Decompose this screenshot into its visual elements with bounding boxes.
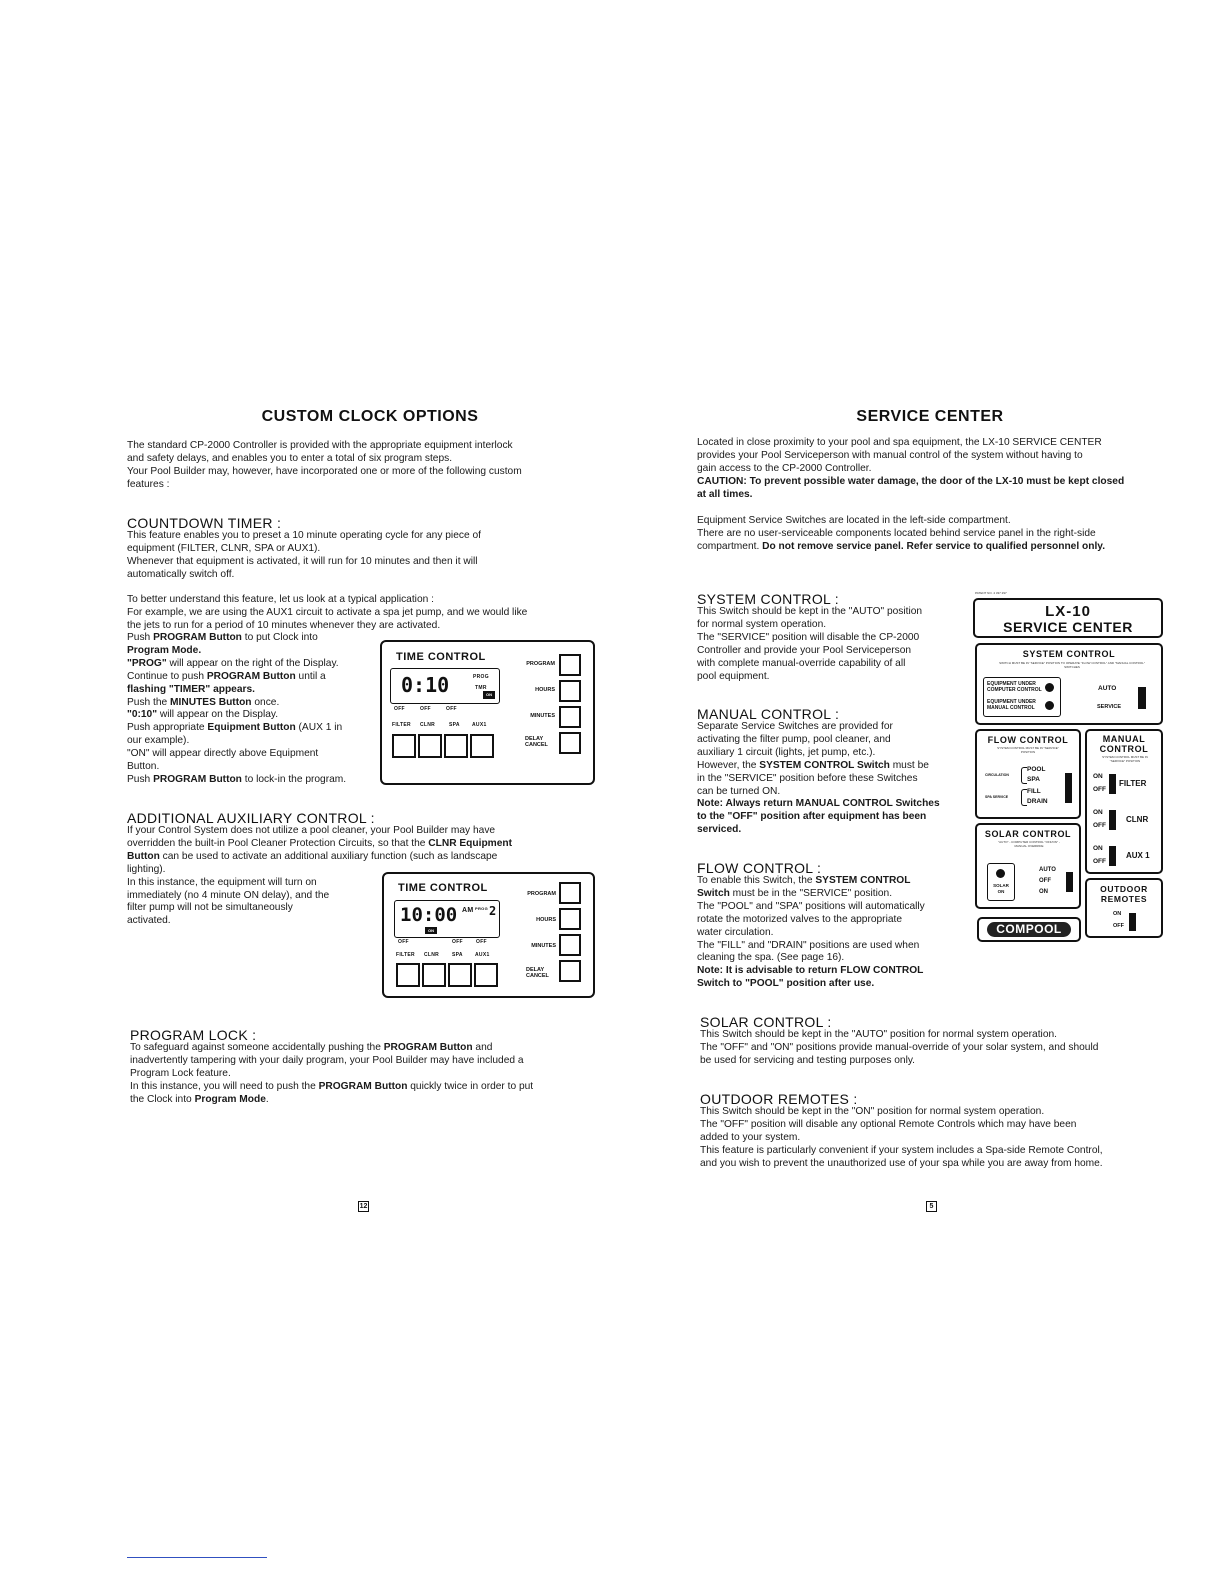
circulation-label: CIRCULATION xyxy=(985,773,1009,777)
spa-label: SPA xyxy=(1027,776,1040,783)
right-intro-2: Equipment Service Switches are located in the left-side compartment. There are no user-serviceable components located behind service panel in the right-side compartment. Do not remove service panel. Refer service to qualified personnel only. xyxy=(697,515,1106,552)
left-page-number: 12 xyxy=(359,1203,368,1210)
on-indicator: ON xyxy=(425,927,437,934)
hours-label: HOURS xyxy=(536,917,556,923)
step-number: 2 xyxy=(489,904,497,918)
program-button[interactable] xyxy=(559,654,581,676)
countdown-para2 xyxy=(127,594,597,633)
flow-control-title: FLOW CONTROL xyxy=(987,735,1069,745)
compool-logo: COMPOOL xyxy=(987,922,1071,937)
auxiliary-heading: ADDITIONAL AUXILIARY CONTROL : xyxy=(127,810,375,826)
clnr-on-label: ON xyxy=(1093,809,1103,816)
off-label: OFF xyxy=(398,939,409,945)
am-indicator: AM xyxy=(462,907,474,914)
intro-line: and safety delays, and enables you to enter a total of six program steps. xyxy=(127,452,453,464)
text-line: automatically switch off. xyxy=(127,568,235,580)
equip-label-spa: SPA xyxy=(452,952,463,958)
filter-switch[interactable] xyxy=(1109,774,1116,794)
solar-on-label-2: ON xyxy=(997,889,1005,894)
equip-label-clnr: CLNR xyxy=(420,722,436,728)
pool-label: POOL xyxy=(1027,766,1046,773)
system-control-title: SYSTEM CONTROL xyxy=(1022,649,1116,659)
flow-control-text: To enable this Switch, the SYSTEM CONTROL Switch must be in the "SERVICE" position. The "POOL" and "SPA" positions will automatically rotate the motorized valves to the appropriate water circulation. The "FILL" and "DRAIN" positions are used when cleaning the spa. (See page 16). Note: It is advisable to return FLOW CONTROL Switch to "POOL" position after use. xyxy=(697,875,925,990)
manual-control-text: Separate Service Switches are provided for activating the filter pump, pool cleaner, and auxiliary 1 circuit (lights, jet pump, etc.). However, the SYSTEM CONTROL Switch must be in the "SERVICE" position before these Switches can be turned ON. Note: Always return MANUAL CONTROL Switches to the "OFF" position after equipment has been serviced. xyxy=(697,721,940,836)
manual-control-title-2: CONTROL xyxy=(1099,744,1149,754)
display-digits: 0:10 xyxy=(401,673,450,697)
panel-title: TIME CONTROL xyxy=(396,651,486,663)
off-label: OFF xyxy=(476,939,487,945)
outdoor-remotes-title-1: OUTDOOR xyxy=(1100,884,1148,894)
prog-indicator: PROG xyxy=(475,906,488,911)
clnr-switch[interactable] xyxy=(1109,810,1116,830)
aux1-button[interactable] xyxy=(474,963,498,987)
lx10-header-box xyxy=(973,598,1163,638)
equip-label-aux1: AUX1 xyxy=(475,952,490,958)
remotes-off-label: OFF xyxy=(1113,923,1124,929)
clnr-button[interactable] xyxy=(418,734,442,758)
display-digits: 10:00 xyxy=(400,904,458,926)
program-label: PROGRAM xyxy=(526,661,555,667)
outdoor-remotes-heading: OUTDOOR REMOTES : xyxy=(700,1091,858,1107)
right-page-number: 5 xyxy=(926,1201,937,1212)
delay-cancel-button[interactable] xyxy=(559,732,581,754)
aux1-off-label: OFF xyxy=(1093,858,1106,865)
spa-button[interactable] xyxy=(448,963,472,987)
intro-line: The standard CP-2000 Controller is provided with the appropriate equipment interlock xyxy=(127,440,513,451)
system-control-heading: SYSTEM CONTROL : xyxy=(697,591,839,607)
remotes-on-label: ON xyxy=(1113,911,1122,917)
program-lock-text: To safeguard against someone accidentally pushing the PROGRAM Button and inadvertently tampering with your daily program, your Pool Builder may have included a Program Lock feature. In this instance, you will need to push the PROGRAM Button quickly twice in order to put the Clock into Program Mode. xyxy=(130,1042,534,1105)
system-control-text: This Switch should be kept in the "AUTO" position for normal system operation. The "SERVICE" position will disable the CP-2000 Controller and provide your Pool Serviceperson with complete manual-override capability of all pool equipment. xyxy=(697,606,923,682)
flow-control-box xyxy=(975,729,1081,819)
solar-control-text: This Switch should be kept in the "AUTO" position for normal system operation. The "OFF" and "ON" positions provide manual-override of your solar system, and should be used for servicing and testing purposes only. xyxy=(700,1029,1099,1066)
equip-label-clnr: CLNR xyxy=(424,952,440,958)
filter-button[interactable] xyxy=(396,963,420,987)
panel-title: TIME CONTROL xyxy=(398,882,488,894)
left-page-title: CUSTOM CLOCK OPTIONS xyxy=(261,408,479,425)
off-label: OFF xyxy=(446,706,457,712)
solar-on-label-1: SOLAR xyxy=(993,883,1009,888)
system-control-switch[interactable] xyxy=(1138,687,1146,709)
lx10-model: LX-10 xyxy=(1045,603,1091,620)
delay-cancel-label: DELAY CANCEL xyxy=(525,736,548,748)
timer-indicator: TMR xyxy=(475,685,487,691)
manual-control-heading: MANUAL CONTROL : xyxy=(697,706,840,722)
time-control-panel-1 xyxy=(380,640,595,785)
flow-control-heading: FLOW CONTROL : xyxy=(697,860,822,876)
text-line: Whenever that equipment is activated, it will run for 10 minutes and then it will xyxy=(127,555,478,567)
spa-button[interactable] xyxy=(444,734,468,758)
aux1-on-label: ON xyxy=(1093,845,1103,852)
program-button[interactable] xyxy=(559,882,581,904)
text-line: the jets to run for a period of 10 minutes whenever they are activated. xyxy=(127,619,441,631)
fill-label: FILL xyxy=(1027,788,1041,795)
filter-button[interactable] xyxy=(392,734,416,758)
program-lock-heading: PROGRAM LOCK : xyxy=(130,1027,257,1043)
solar-on-label: ON xyxy=(1039,889,1048,895)
auto-label: AUTO xyxy=(1098,685,1117,692)
filter-on-label: ON xyxy=(1093,773,1103,780)
delay-cancel-label: DELAY CANCEL xyxy=(526,967,549,979)
system-control-note: SWITCH MUST BE IN "SERVICE" POSITION TO OPERATE "FLOW CONTROL" AND "MANUAL CONTROL" SWITCHES xyxy=(999,661,1145,669)
text-line: This feature enables you to preset a 10 minute operating cycle for any piece of xyxy=(127,530,481,541)
right-page-title: SERVICE CENTER xyxy=(856,408,1004,425)
countdown-para1 xyxy=(127,530,587,582)
clnr-button[interactable] xyxy=(422,963,446,987)
manual-indicator-icon xyxy=(1045,701,1054,710)
flow-control-note: SYSTEM CONTROL MUST BE IN "SERVICE" POSITION xyxy=(997,746,1059,754)
eq-manual-label: EQUIPMENT UNDER MANUAL CONTROL xyxy=(987,699,1036,711)
eq-computer-label: EQUIPMENT UNDER COMPUTER CONTROL xyxy=(987,681,1042,693)
circulation-bracket xyxy=(1021,767,1027,784)
flow-control-switch[interactable] xyxy=(1065,773,1072,803)
off-label: OFF xyxy=(452,939,463,945)
hours-button[interactable] xyxy=(559,908,581,930)
auxiliary-text: If your Control System does not utilize a pool cleaner, your Pool Builder may have overridden the built-in Pool Cleaner Protection Circuits, so that the CLNR Equipment Button can be used to activate an additional auxiliary function (such as landscape lighting). In this instance, the equipment will turn on immediately (no 4 minute ON delay), and the filter pump will not be simultaneously activated. xyxy=(127,825,513,927)
outdoor-remotes-title-2: REMOTES xyxy=(1100,894,1148,904)
filter-label: FILTER xyxy=(1119,779,1147,788)
minutes-button[interactable] xyxy=(559,934,581,956)
right-intro: Located in close proximity to your pool and spa equipment, the LX-10 SERVICE CENTER provides your Pool Serviceperson with manual control of the system without having to gain access to the CP-2000 Controller. CAUTION: To prevent possible water damage, the door of the LX-10 must be kept closed at all times. xyxy=(697,437,1125,500)
filter-off-label: OFF xyxy=(1093,786,1106,793)
left-intro xyxy=(127,440,587,492)
text-line: equipment (FILTER, CLNR, SPA or AUX1). xyxy=(127,542,321,554)
text-line: To better understand this feature, let us look at a typical application : xyxy=(127,594,434,605)
outdoor-remotes-box xyxy=(1085,878,1163,938)
solar-control-box xyxy=(975,823,1081,909)
time-control-panel-2 xyxy=(382,872,595,998)
clnr-label: CLNR xyxy=(1126,815,1149,824)
lx10-name: SERVICE CENTER xyxy=(1003,619,1133,635)
manual-control-box xyxy=(1085,729,1163,874)
intro-line: features : xyxy=(127,478,170,490)
equip-label-aux1: AUX1 xyxy=(472,722,487,728)
manual-control-note: SYSTEM CONTROL MUST BE IN "SERVICE" POSITION xyxy=(1102,755,1148,763)
solar-control-note: "AUTO" - COMPUTER CONTROL "OFF/ON" - MANUAL OVERRIDE xyxy=(998,840,1060,848)
outdoor-remotes-text: This Switch should be kept in the "ON" position for normal system operation. The "OFF" position will disable any optional Remote Controls which may have been added to your system. This feature is particularly convenient if your system includes a Spa-side Remote Control, and you wish to prevent the unauthorized use of your spa while you are away from home. xyxy=(700,1106,1103,1169)
off-label: OFF xyxy=(394,706,405,712)
drain-label: DRAIN xyxy=(1027,798,1048,805)
outdoor-remotes-switch[interactable] xyxy=(1129,913,1136,931)
program-label: PROGRAM xyxy=(527,891,556,897)
minutes-label: MINUTES xyxy=(530,713,555,719)
solar-control-switch[interactable] xyxy=(1066,872,1073,892)
countdown-heading: COUNTDOWN TIMER : xyxy=(127,515,282,531)
clnr-off-label: OFF xyxy=(1093,822,1106,829)
brand-box xyxy=(977,917,1081,942)
lcd-display xyxy=(394,900,500,938)
manual-control-title-1: MANUAL xyxy=(1102,734,1146,744)
spa-service-bracket xyxy=(1021,789,1027,806)
minutes-label: MINUTES xyxy=(531,943,556,949)
service-label: SERVICE xyxy=(1097,704,1122,710)
off-label: OFF xyxy=(420,706,431,712)
footnote-rule xyxy=(127,1557,267,1558)
lcd-display xyxy=(390,668,500,704)
solar-control-title: SOLAR CONTROL xyxy=(984,829,1072,839)
spa-service-label: SPA SERVICE xyxy=(985,795,1009,799)
solar-indicator-icon xyxy=(996,869,1005,878)
aux1-switch[interactable] xyxy=(1109,846,1116,866)
equip-label-filter: FILTER xyxy=(392,722,411,728)
solar-off-label: OFF xyxy=(1039,878,1051,884)
text-line: For example, we are using the AUX1 circuit to activate a spa jet pump, and we would like xyxy=(127,606,528,618)
intro-line: Your Pool Builder may, however, have incorporated one or more of the following custom xyxy=(127,465,522,477)
patent-number: PATENT NO. 4 337 297 xyxy=(975,591,1007,595)
aux1-label: AUX 1 xyxy=(1126,851,1150,860)
equip-label-spa: SPA xyxy=(449,722,460,728)
minutes-button[interactable] xyxy=(559,706,581,728)
hours-button[interactable] xyxy=(559,680,581,702)
equip-label-filter: FILTER xyxy=(396,952,415,958)
on-indicator: ON xyxy=(483,691,495,699)
system-control-box xyxy=(975,643,1163,725)
hours-label: HOURS xyxy=(535,687,555,693)
countdown-steps: Push PROGRAM Button to put Clock into Program Mode. "PROG" will appear on the right of the Display. Continue to push PROGRAM Button until a flashing "TIMER" appears. Push the MINUTES Button once. "0:10" will appear on the Display. Push appropriate Equipment Button (AUX 1 in our example). "ON" will appear directly above Equipment Button. Push PROGRAM Button to lock-in the program. xyxy=(127,632,347,785)
computer-indicator-icon xyxy=(1045,683,1054,692)
solar-auto-label: AUTO xyxy=(1039,867,1056,873)
prog-indicator: PROG xyxy=(473,674,489,680)
aux1-button[interactable] xyxy=(470,734,494,758)
solar-control-heading: SOLAR CONTROL : xyxy=(700,1014,832,1030)
delay-cancel-button[interactable] xyxy=(559,960,581,982)
